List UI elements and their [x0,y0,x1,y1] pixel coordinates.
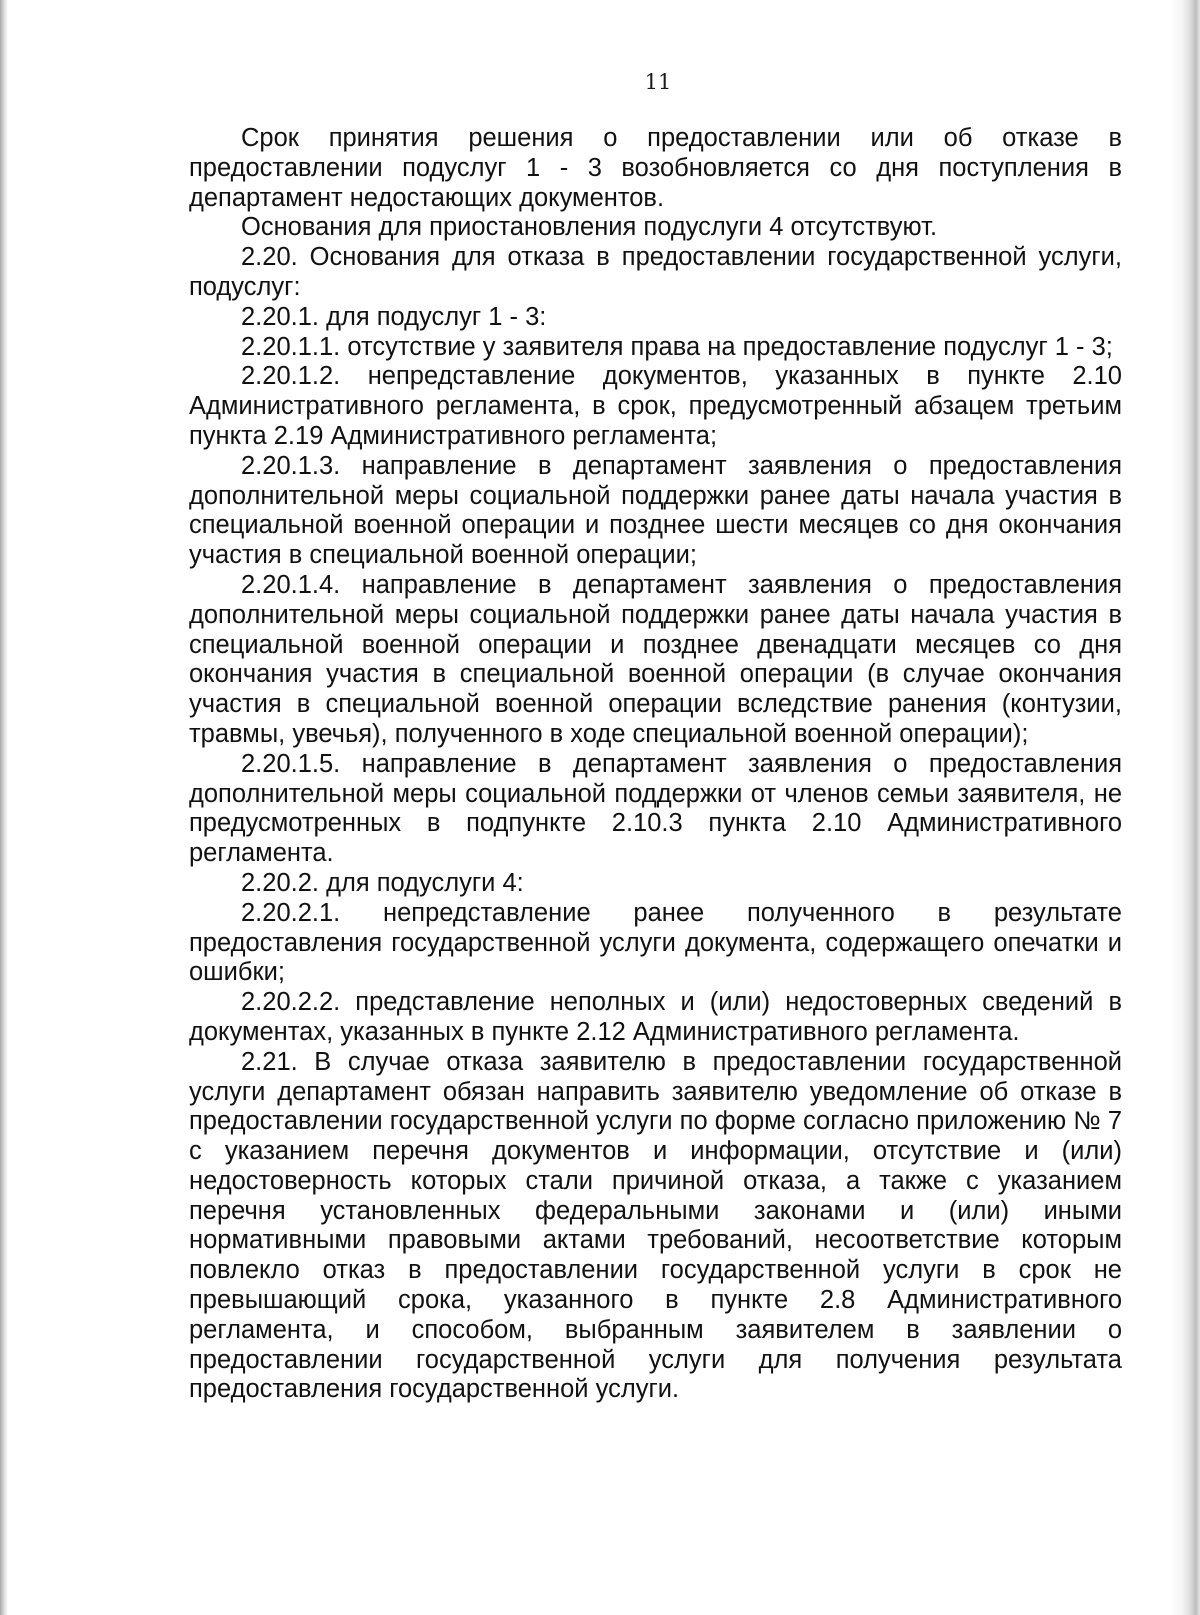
paragraph-2-20-1-3: 2.20.1.3. направление в департамент заявления о предоставления дополнительной меры социальной поддержки ранее даты начала участия в специальной военной операции и позднее шести месяцев со дня окончания участия в специальной военной операции; [189,451,1122,570]
paragraph-2-20-2-2: 2.20.2.2. представление неполных и (или) недостоверных сведений в документах, указанных в пункте 2.12 Административного регламента. [189,988,1122,1046]
paragraph-2-20-1: 2.20.1. для подуслуг 1 - 3: [241,302,547,331]
document-body [189,124,1122,1405]
paragraph-2-20-2: 2.20.2. для подуслуги 4: [241,868,524,897]
paragraph-2-20-1-5: 2.20.1.5. направление в департамент заявления о предоставления дополнительной меры социальной поддержки от членов семьи заявителя, не предусмотренных в подпункте 2.10.3 пункта 2.10 Административного регламента. [189,749,1122,868]
scan-right-edge [1170,0,1200,1615]
paragraph-suspension-grounds: Основания для приостановления подуслуги 4 отсутствуют. [241,213,938,242]
paragraph-2-20-1-4: 2.20.1.4. направление в департамент заявления о предоставления дополнительной меры социальной поддержки ранее даты начала участия в специальной военной операции и позднее двенадцати месяцев со дня окончания участия в специальной военной операции (в случае окончания участия в специальной военной операции вследствие ранения (контузии, травмы, увечья), полученного в ходе специальной военной операции); [189,570,1122,748]
paragraph-2-20-2-1: 2.20.2.1. непредставление ранее полученного в результате предоставления государственной услуги документа, содержащего опечатки и ошибки; [189,898,1122,987]
paragraph-2-21: 2.21. В случае отказа заявителю в предоставлении государственной услуги департамент обязан направить заявителю уведомление об отказе в предоставлении государственной услуги по форме согласно приложению № 7 с указанием перечня документов и информации, отсутствие и (или) недостоверность которых стали причиной отказа, а также с указанием перечня установленных федеральными законами и (или) иными нормативными правовыми актами требований, несоответствие которым повлекло отказ в предоставлении государственной услуги в срок не превышающий срока, указанного в пункте 2.8 Административного регламента, и способом, выбранным заявителем в заявлении о предоставлении государственной услуги для получения результата предоставления государственной услуги. [189,1047,1122,1404]
paragraph-2-20-1-2: 2.20.1.2. непредставление документов, указанных в пункте 2.10 Административного регламента, в срок, предусмотренный абзацем третьим пункта 2.19 Административного регламента; [189,362,1122,450]
paragraph-2-20: 2.20. Основания для отказа в предоставлении государственной услуги, подуслуг: [189,243,1122,301]
paragraph-decision-term: Срок принятия решения о предоставлении или об отказе в предоставлении подуслуг 1 - 3 возобновляется со дня поступления в департамент недостающих документов. [189,124,1122,212]
page-number: 11 [644,70,672,94]
paragraph-2-20-1-1: 2.20.1.1. отсутствие у заявителя права на предоставление подуслуг 1 - 3; [241,332,1113,361]
scan-left-edge [0,0,8,1615]
